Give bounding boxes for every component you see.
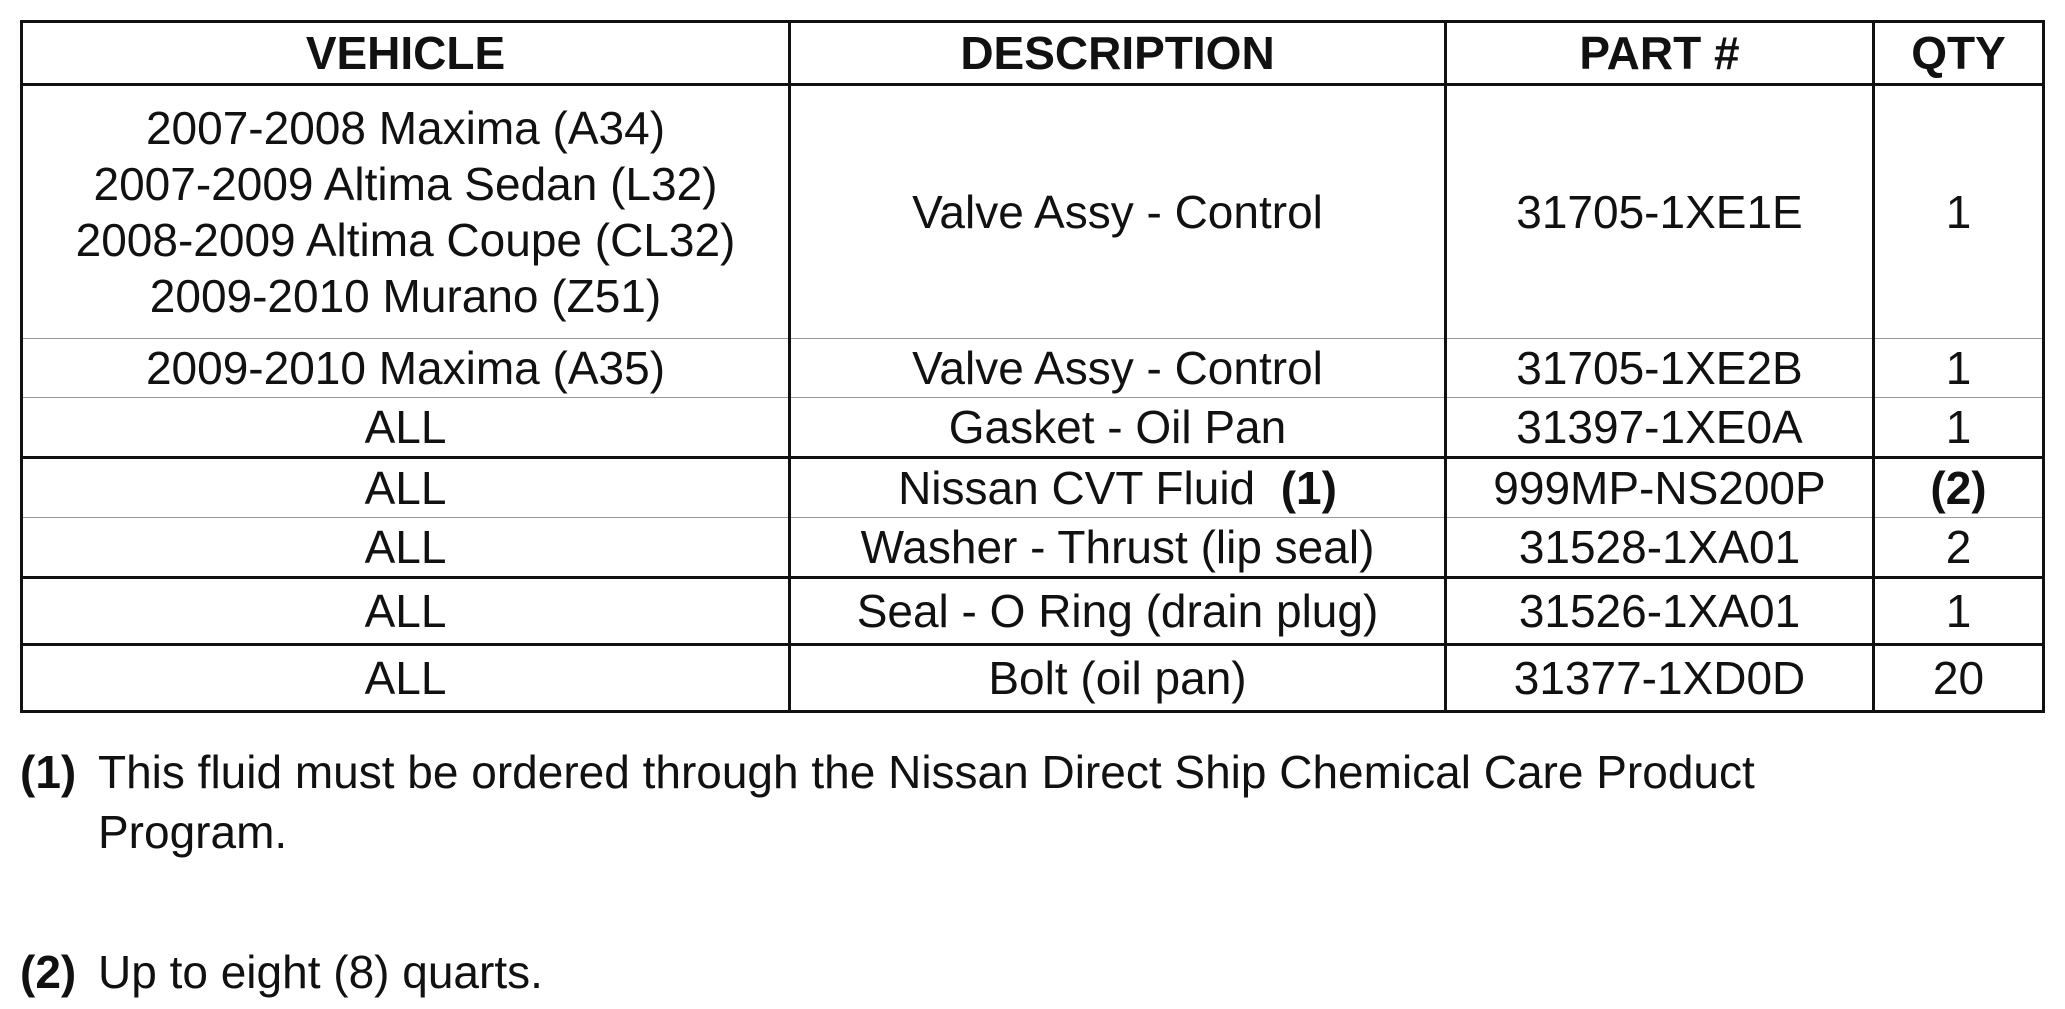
description-cell: Washer - Thrust (lip seal) xyxy=(790,518,1446,578)
header-qty: QTY xyxy=(1874,22,2044,85)
footnote-marker: (2) xyxy=(20,946,77,998)
part-number-cell: 999MP-NS200P xyxy=(1446,458,1874,518)
table-row xyxy=(22,645,2044,712)
table-row xyxy=(22,518,2044,578)
parts-table xyxy=(20,20,2045,713)
footnote-2 xyxy=(20,942,1920,1002)
table-row xyxy=(22,398,2044,458)
qty-cell: 1 xyxy=(1874,85,2044,339)
vehicle-line: 2007-2008 Maxima (A34) xyxy=(145,102,666,154)
description-cell: Bolt (oil pan) xyxy=(790,645,1446,712)
description-text: Nissan CVT Fluid xyxy=(898,462,1256,514)
header-description: DESCRIPTION xyxy=(790,22,1446,85)
footnote-ref: (1) xyxy=(1280,462,1337,514)
description-cell: Seal - O Ring (drain plug) xyxy=(790,578,1446,645)
qty-cell: 20 xyxy=(1874,645,2044,712)
part-number-cell: 31377-1XD0D xyxy=(1446,645,1874,712)
qty-cell: (2) xyxy=(1874,458,2044,518)
table-row xyxy=(22,85,2044,339)
qty-cell: 1 xyxy=(1874,398,2044,458)
table-row xyxy=(22,339,2044,398)
description-cell xyxy=(790,458,1446,518)
vehicle-cell xyxy=(22,85,790,339)
description-cell: Valve Assy - Control xyxy=(790,85,1446,339)
vehicle-cell: 2009-2010 Maxima (A35) xyxy=(22,339,790,398)
table-header-row xyxy=(22,22,2044,85)
part-number-cell: 31526-1XA01 xyxy=(1446,578,1874,645)
footnote-text: Up to eight (8) quarts. xyxy=(98,946,543,998)
vehicle-line: 2008-2009 Altima Coupe (CL32) xyxy=(75,214,736,266)
footnote-marker: (1) xyxy=(20,746,77,798)
vehicle-cell: ALL xyxy=(22,398,790,458)
part-number-cell: 31397-1XE0A xyxy=(1446,398,1874,458)
part-number-cell: 31705-1XE2B xyxy=(1446,339,1874,398)
description-cell: Valve Assy - Control xyxy=(790,339,1446,398)
table-row xyxy=(22,458,2044,518)
vehicle-line: 2009-2010 Murano (Z51) xyxy=(149,270,662,322)
part-number-cell: 31705-1XE1E xyxy=(1446,85,1874,339)
description-cell: Gasket - Oil Pan xyxy=(790,398,1446,458)
vehicle-line: 2007-2009 Altima Sedan (L32) xyxy=(93,158,718,210)
vehicle-cell: ALL xyxy=(22,518,790,578)
table-row xyxy=(22,578,2044,645)
footnote-text: This fluid must be ordered through the Nissan Direct Ship Chemical Care Product Program. xyxy=(98,746,1755,858)
part-number-cell: 31528-1XA01 xyxy=(1446,518,1874,578)
qty-cell: 1 xyxy=(1874,578,2044,645)
header-part-number: PART # xyxy=(1446,22,1874,85)
footnote-1 xyxy=(20,742,1920,862)
qty-cell: 2 xyxy=(1874,518,2044,578)
qty-cell: 1 xyxy=(1874,339,2044,398)
vehicle-cell: ALL xyxy=(22,578,790,645)
vehicle-cell: ALL xyxy=(22,645,790,712)
vehicle-cell: ALL xyxy=(22,458,790,518)
header-vehicle: VEHICLE xyxy=(22,22,790,85)
